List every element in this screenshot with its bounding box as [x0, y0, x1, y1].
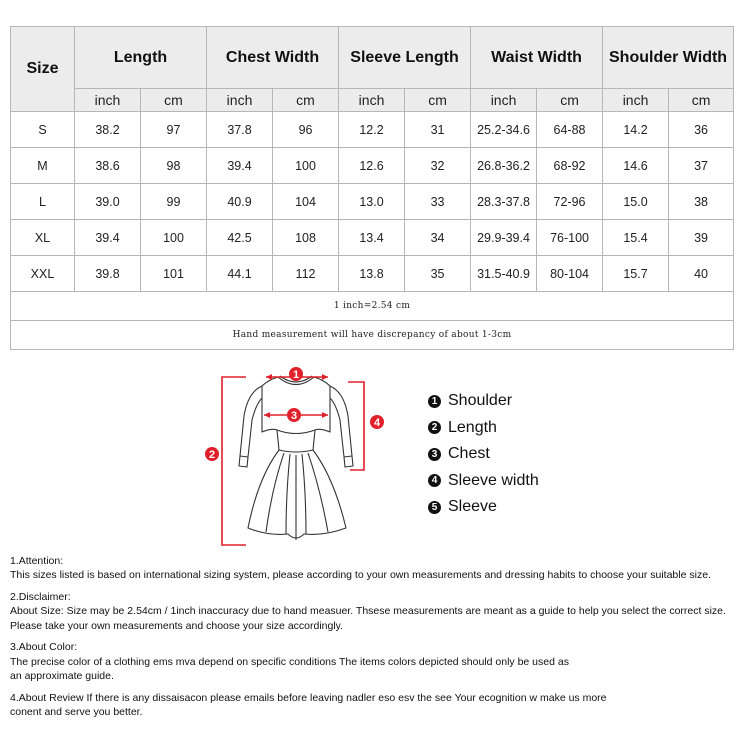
table-cell: 42.5 — [207, 220, 273, 256]
header-size: Size — [11, 27, 75, 112]
table-cell: 100 — [273, 148, 339, 184]
length-guide — [222, 377, 246, 545]
table-cell: 13.0 — [339, 184, 405, 220]
table-cell: 32 — [405, 148, 471, 184]
unit-cell: inch — [75, 89, 141, 112]
legend-label: Chest — [448, 445, 490, 463]
marker-2-label: 2 — [208, 449, 216, 461]
note-line: This sizes listed is based on international sizing system, please according to your own measurements and dressing habits to choose your suitable size. — [10, 569, 711, 582]
size-label-cell: S — [11, 112, 75, 148]
table-cell: 96 — [273, 112, 339, 148]
unit-row — [11, 89, 734, 112]
table-cell: 14.2 — [603, 112, 669, 148]
size-chart-table — [10, 26, 734, 350]
table-cell: 64-88 — [537, 112, 603, 148]
note-line: 2.Disclaimer: — [10, 591, 71, 604]
conversion-note-row — [11, 292, 734, 321]
table-row — [11, 256, 734, 292]
discrepancy-note-row — [11, 321, 734, 350]
marker-1-label: 1 — [292, 369, 300, 381]
table-cell: 33 — [405, 184, 471, 220]
legend-item — [428, 494, 539, 521]
table-cell: 76-100 — [537, 220, 603, 256]
marker-4-label: 4 — [373, 417, 381, 429]
legend-label: Shoulder — [448, 392, 513, 410]
marker-3-label: 3 — [290, 410, 298, 422]
note-block — [10, 691, 745, 720]
arrow-head — [322, 412, 328, 418]
legend-number-icon: 2 — [428, 421, 441, 434]
table-cell: 15.7 — [603, 256, 669, 292]
unit-cell: inch — [207, 89, 273, 112]
table-cell: 36 — [669, 112, 734, 148]
unit-cell: inch — [339, 89, 405, 112]
table-cell: 39.4 — [207, 148, 273, 184]
table-cell: 68-92 — [537, 148, 603, 184]
table-cell: 99 — [141, 184, 207, 220]
legend-number-icon: 5 — [428, 501, 441, 514]
unit-cell: cm — [273, 89, 339, 112]
table-cell: 72-96 — [537, 184, 603, 220]
conversion-note: 1 inch=2.54 cm — [11, 292, 734, 321]
sleeve-guide — [348, 382, 364, 470]
header-length: Length — [75, 27, 207, 89]
note-line: Please take your own measurements and choose your size accordingly. — [10, 619, 344, 632]
table-row — [11, 220, 734, 256]
table-cell: 80-104 — [537, 256, 603, 292]
measurement-legend — [428, 388, 539, 521]
table-cell: 13.4 — [339, 220, 405, 256]
legend-label: Sleeve — [448, 498, 497, 516]
table-cell: 40.9 — [207, 184, 273, 220]
note-line: 1.Attention: — [10, 555, 64, 567]
size-rows — [11, 112, 734, 292]
table-cell: 40 — [669, 256, 734, 292]
note-line: 3.About Color: — [10, 641, 78, 654]
unit-cell: cm — [405, 89, 471, 112]
dress-measurement-diagram — [200, 358, 390, 550]
header-waist-width: Waist Width — [471, 27, 603, 89]
legend-label: Length — [448, 418, 497, 436]
note-line: an approximate guide. — [10, 670, 114, 683]
arrow-head — [266, 374, 272, 380]
table-cell: 31 — [405, 112, 471, 148]
table-cell: 31.5-40.9 — [471, 256, 537, 292]
unit-cell: inch — [471, 89, 537, 112]
diagram-markers — [205, 367, 384, 461]
table-cell: 39 — [669, 220, 734, 256]
legend-number-icon: 1 — [428, 395, 441, 408]
table-cell: 12.6 — [339, 148, 405, 184]
table-cell: 12.2 — [339, 112, 405, 148]
note-block — [10, 640, 745, 683]
note-line: About Size: Size may be 2.54cm / 1inch inaccuracy due to hand measuer. Thsese measurements are meant as a guide to help you select the correct size. — [10, 605, 726, 618]
legend-label: Sleeve width — [448, 471, 539, 489]
dress-illustration — [239, 376, 353, 540]
note-line: The precise color of a clothing ems mva depend on specific conditions The items colors depicted should only be used as — [10, 655, 569, 668]
table-row — [11, 112, 734, 148]
note-block — [10, 554, 745, 583]
table-cell: 28.3-37.8 — [471, 184, 537, 220]
note-line: conent and serve you better. — [10, 706, 143, 719]
unit-cell: cm — [537, 89, 603, 112]
table-row — [11, 184, 734, 220]
table-cell: 38 — [669, 184, 734, 220]
table-cell: 15.0 — [603, 184, 669, 220]
legend-item — [428, 468, 539, 495]
table-cell: 26.8-36.2 — [471, 148, 537, 184]
table-cell: 38.6 — [75, 148, 141, 184]
legend-item — [428, 388, 539, 415]
note-block — [10, 590, 745, 633]
table-cell: 39.8 — [75, 256, 141, 292]
table-cell: 39.0 — [75, 184, 141, 220]
table-cell: 29.9-39.4 — [471, 220, 537, 256]
table-cell: 44.1 — [207, 256, 273, 292]
table-cell: 14.6 — [603, 148, 669, 184]
note-line: 4.About Review If there is any dissaisacon please emails before leaving nadler eso esv the see Your ecognition w make us more — [10, 691, 607, 704]
table-cell: 13.8 — [339, 256, 405, 292]
notes-section — [10, 554, 745, 727]
size-label-cell: XXL — [11, 256, 75, 292]
table-cell: 101 — [141, 256, 207, 292]
table-cell: 108 — [273, 220, 339, 256]
header-sleeve-length: Sleeve Length — [339, 27, 471, 89]
table-row — [11, 148, 734, 184]
legend-number-icon: 3 — [428, 448, 441, 461]
size-label-cell: XL — [11, 220, 75, 256]
table-cell: 15.4 — [603, 220, 669, 256]
table-cell: 104 — [273, 184, 339, 220]
table-cell: 97 — [141, 112, 207, 148]
table-cell: 98 — [141, 148, 207, 184]
table-cell: 35 — [405, 256, 471, 292]
arrow-head — [264, 412, 270, 418]
header-shoulder-width: Shoulder Width — [603, 27, 734, 89]
header-chest-width: Chest Width — [207, 27, 339, 89]
legend-item — [428, 441, 539, 468]
table-cell: 37.8 — [207, 112, 273, 148]
table-cell: 38.2 — [75, 112, 141, 148]
table-cell: 100 — [141, 220, 207, 256]
discrepancy-note: Hand measurement will have discrepancy of about 1-3cm — [11, 321, 734, 350]
table-cell: 39.4 — [75, 220, 141, 256]
table-cell: 112 — [273, 256, 339, 292]
unit-cell: inch — [603, 89, 669, 112]
size-label-cell: L — [11, 184, 75, 220]
table-header-row — [11, 27, 734, 89]
legend-item — [428, 415, 539, 442]
table-cell: 37 — [669, 148, 734, 184]
table-cell: 25.2-34.6 — [471, 112, 537, 148]
arrow-head — [322, 374, 328, 380]
legend-number-icon: 4 — [428, 474, 441, 487]
table-cell: 34 — [405, 220, 471, 256]
unit-cell: cm — [141, 89, 207, 112]
size-label-cell: M — [11, 148, 75, 184]
unit-cell: cm — [669, 89, 734, 112]
